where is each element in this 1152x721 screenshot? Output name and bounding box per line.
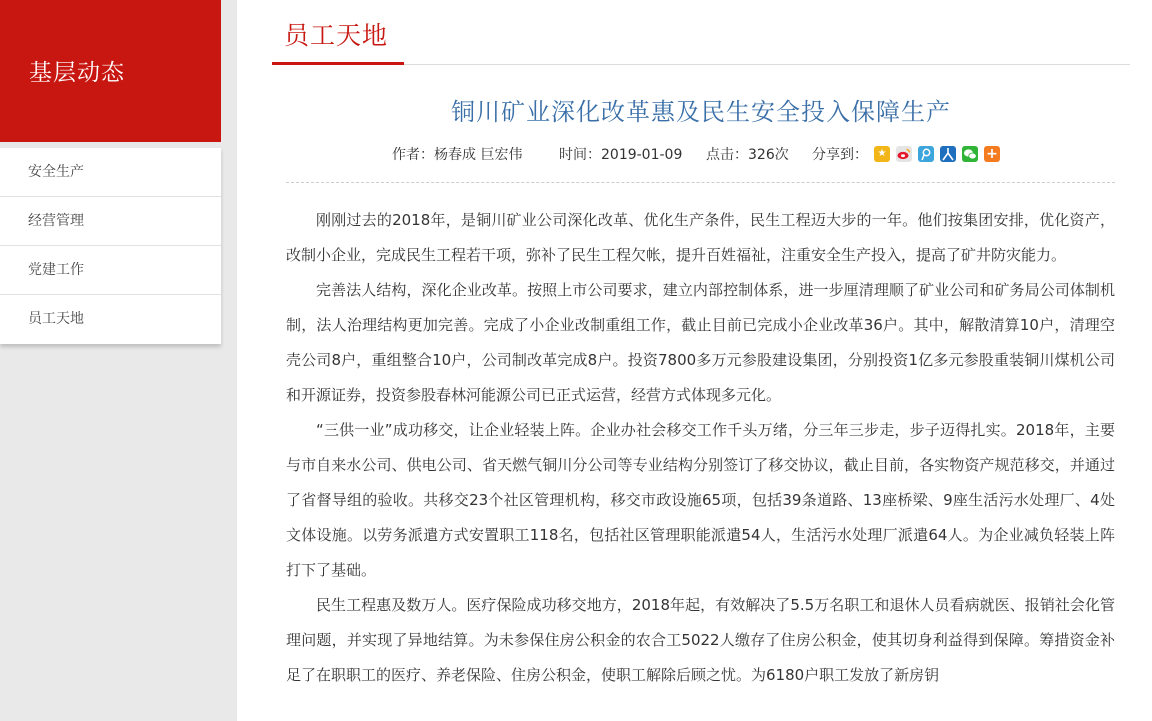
renren-icon[interactable] xyxy=(940,146,956,162)
sidebar-menu xyxy=(0,148,221,344)
sidebar-item-management[interactable]: 经营管理 xyxy=(0,197,221,246)
article-body xyxy=(286,203,1115,693)
weibo-icon[interactable] xyxy=(896,146,912,162)
share-label: 分享到： xyxy=(812,147,868,163)
qzone-icon[interactable]: ★ xyxy=(874,146,890,162)
article-clicks: 点击：326次 xyxy=(706,147,789,163)
more-share-icon[interactable]: + xyxy=(984,146,1000,162)
article-paragraph: “三供一业”成功移交，让企业轻装上阵。企业办社会移交工作千头万绪，分三年三步走，步子迈得扎实。2018年，主要与市自来水公司、供电公司、省天燃气铜川分公司等专业结构分别签订了移交协议，截止目前，各实物资产规范移交，并通过了省督导组的验收。共移交23个社区管理机构，移交市政设施65项，包括39条道路、13座桥梁、9座生活污水处理厂、4处文体设施。以劳务派遣方式安置职工118名，包括社区管理职能派遣54人，生活污水处理厂派遣64人。为企业减负轻装上阵打下了基础。 xyxy=(286,421,1115,579)
sidebar-item-safety[interactable]: 安全生产 xyxy=(0,148,221,197)
article-paragraph: 刚刚过去的2018年，是铜川矿业公司深化改革、优化生产条件，民生工程迈大步的一年。他们按集团安排，优化资产，改制小企业，完成民生工程若干项，弥补了民生工程欠帐，提升百姓福祉，注重安全生产投入，提高了矿井防灾能力。 xyxy=(286,211,1115,264)
article-paragraph: 民生工程惠及数万人。医疗保险成功移交地方，2018年起，有效解决了5.5万名职工和退休人员看病就医、报销社会化管理问题，并实现了异地结算。为未参保住房公积金的农合工5022人缴存了住房公积金，使其切身利益得到保障。筹措资金补足了在职职工的医疗、养老保险、住房公积金，使职工解除后顾之忧。为6180户职工发放了新房钥 xyxy=(286,596,1115,684)
article-title: 铜川矿业深化改革惠及民生安全投入保障生产 xyxy=(451,98,951,126)
sidebar-item-party[interactable]: 党建工作 xyxy=(0,246,221,295)
sidebar-title: 基层动态 xyxy=(29,60,125,86)
meta-divider xyxy=(286,182,1115,183)
section-title: 员工天地 xyxy=(284,21,389,50)
sidebar-header xyxy=(0,0,221,142)
article-meta xyxy=(272,142,1130,164)
article-time: 时间：2019-01-09 xyxy=(559,147,683,163)
article-paragraph: 完善法人结构，深化企业改革。按照上市公司要求，建立内部控制体系，进一步厘清理顺了矿业公司和矿务局公司体制机制，法人治理结构更加完善。完成了小企业改制重组工作，截止目前已完成小企业改革36户。其中，解散清算10户，清理空壳公司8户，重组整合10户，公司制改革完成8户。投资7800多万元参股建设集团，分别投资1亿多元参股重装铜川煤机公司和开源证券，投资参股春林河能源公司已正式运营，经营方式体现多元化。 xyxy=(286,281,1115,404)
section-underline xyxy=(272,62,404,65)
main-content xyxy=(272,0,1130,163)
wechat-icon[interactable] xyxy=(962,146,978,162)
section-header xyxy=(272,0,1130,65)
article-author: 作者：杨春成 巨宏伟 xyxy=(392,147,523,163)
sidebar-item-staff[interactable]: 员工天地 xyxy=(28,311,84,327)
tencent-weibo-icon[interactable] xyxy=(918,146,934,162)
